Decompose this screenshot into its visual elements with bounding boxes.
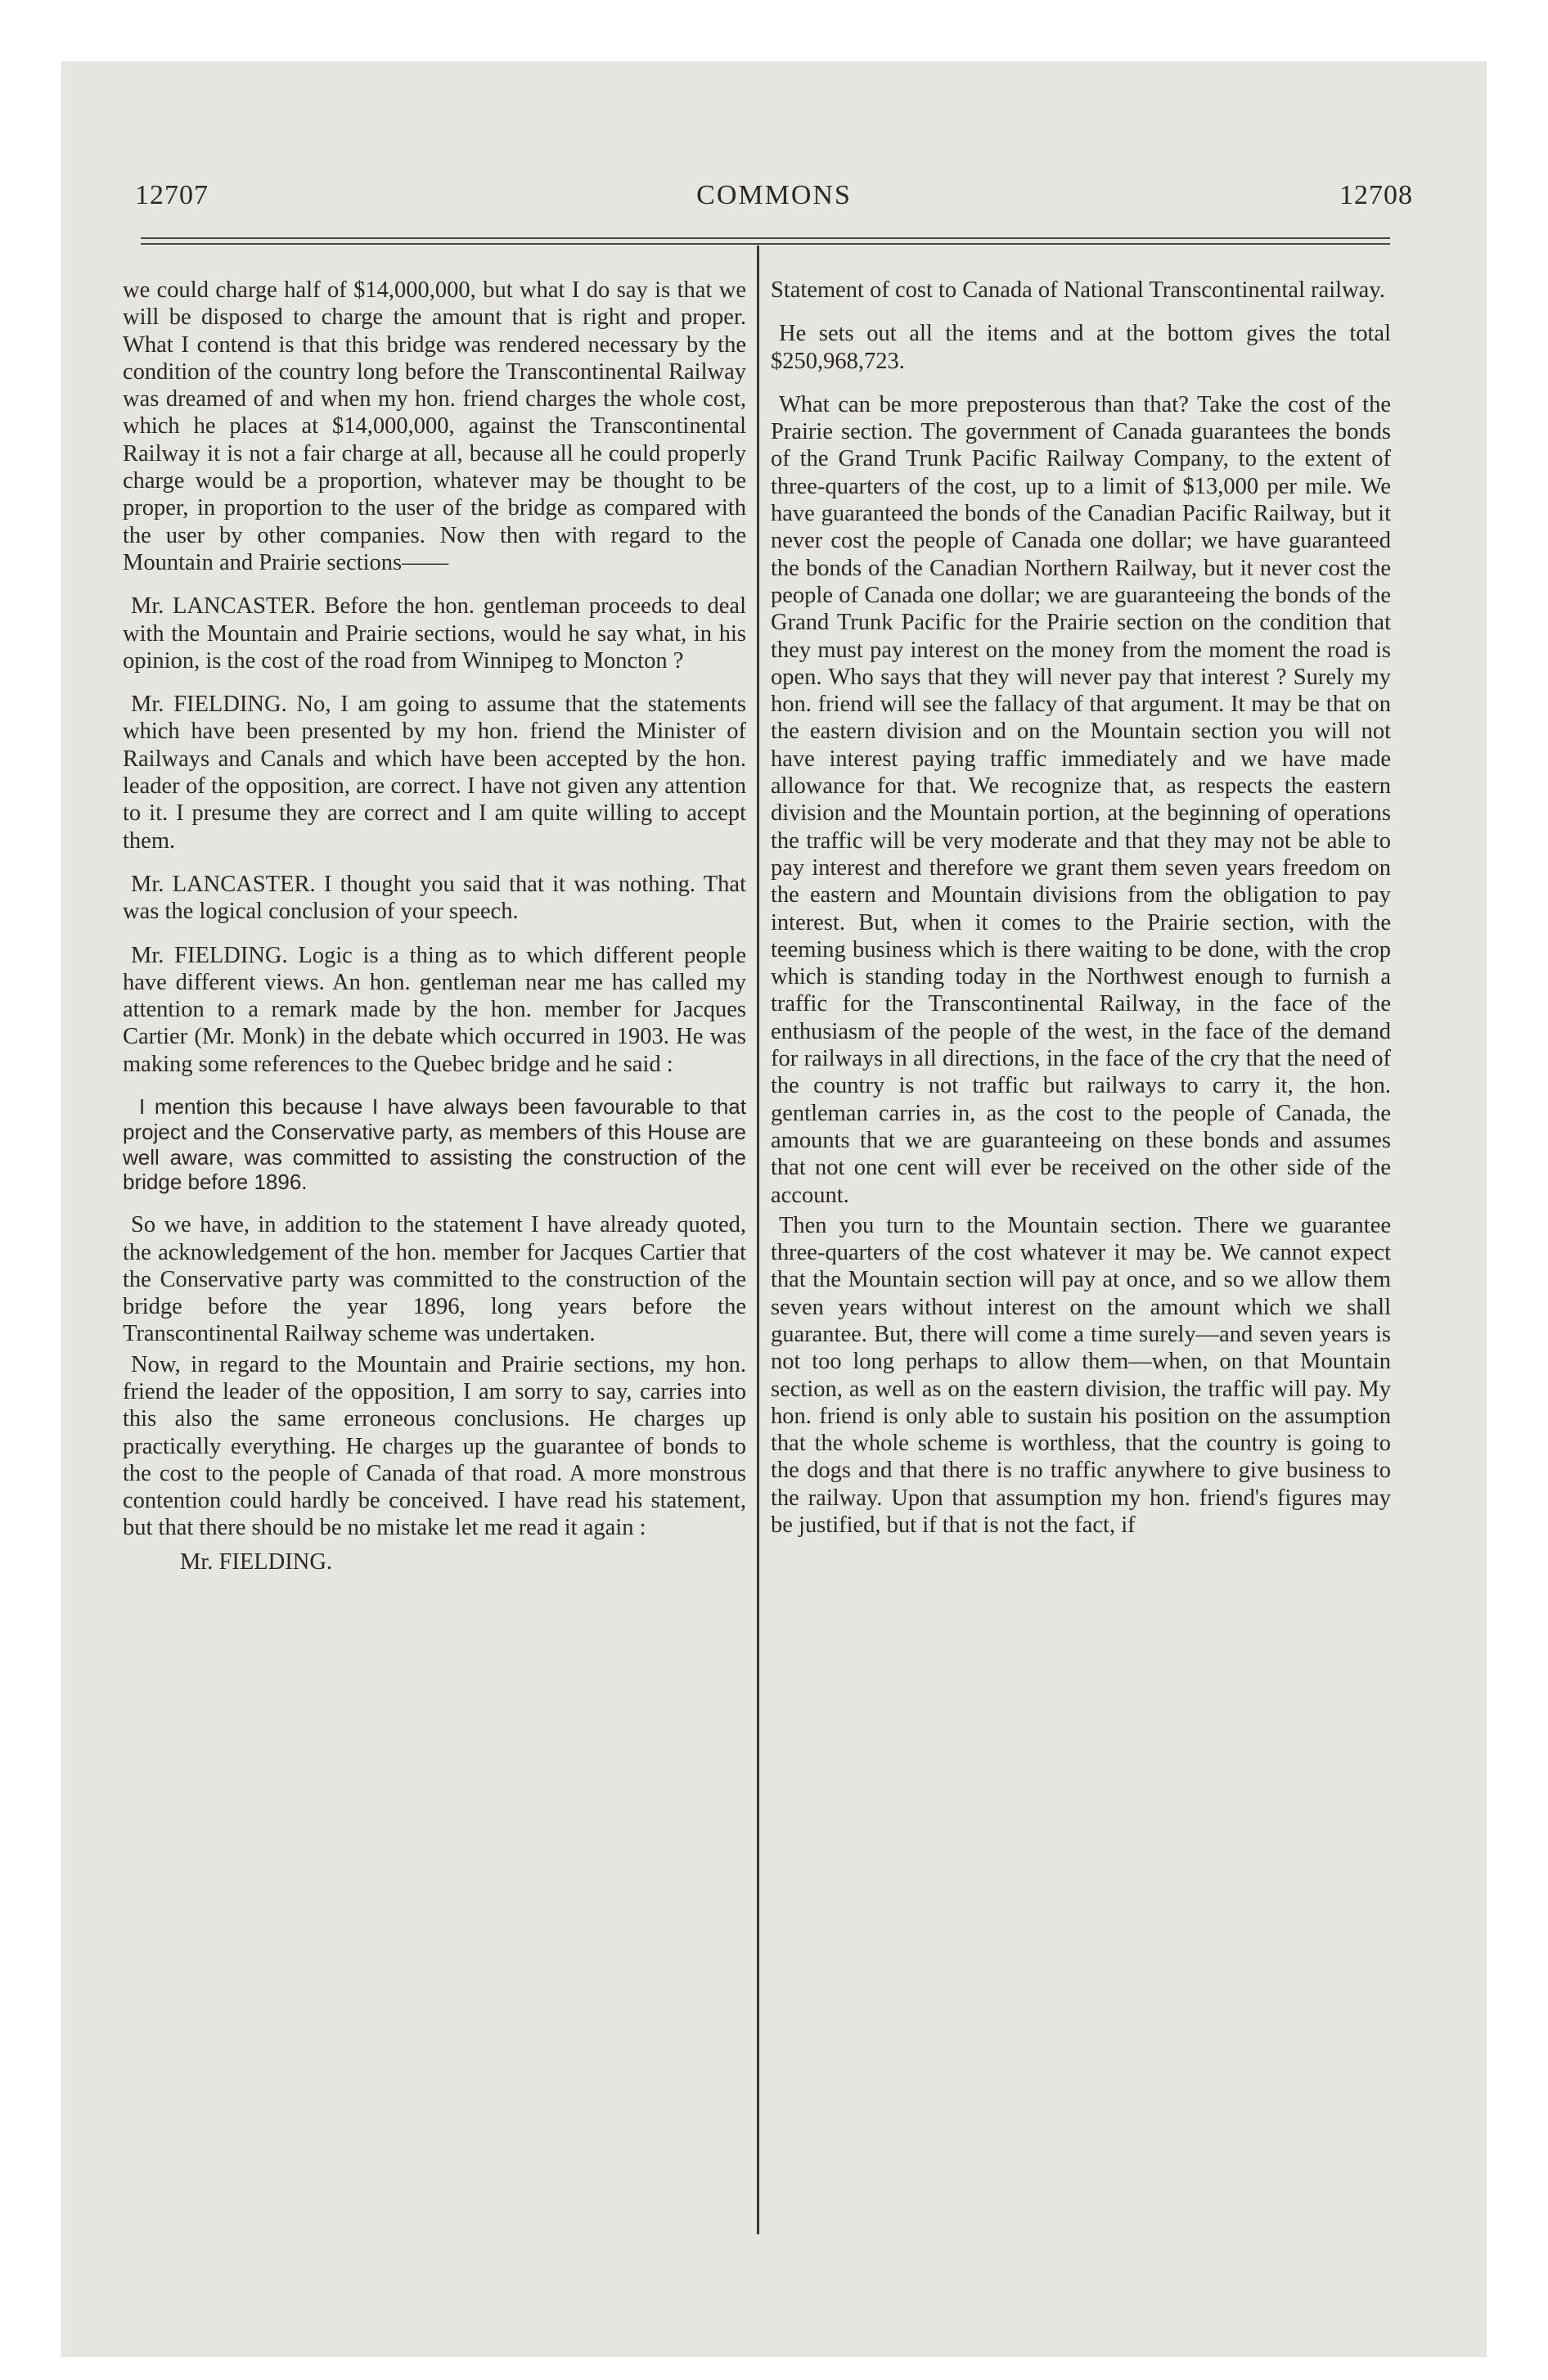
- speaker-footer: Mr. FIELDING.: [180, 1548, 333, 1575]
- paragraph: Now, in regard to the Mountain and Prairie sections, my hon. friend the leader of the opposition, I am sorry to say, carries into this also the same erroneous conclusions. He charges up practically everything. He charges up the guarantee of bonds to the cost to the people of Canada of that road. A more monstrous contention could hardly be conceived. I have read his statement, but that there should be no mistake let me read it again :: [123, 1351, 746, 1541]
- header-rule-top: [141, 237, 1390, 239]
- header-rule-bottom: [141, 243, 1390, 245]
- page-title: COMMONS: [696, 180, 852, 210]
- paragraph: He sets out all the items and at the bottom gives the total $250,968,723.: [771, 321, 1391, 374]
- paragraph: Mr. LANCASTER. Before the hon. gentleman proceeds to deal with the Mountain and Prairie sections, would he say what, in his opinion, is the cost of the road from Winnipeg to Moncton ?: [123, 593, 746, 674]
- paragraph: So we have, in addition to the statement I have already quoted, the acknowledgement of the hon. member for Jacques Cartier that the Conservative party was committed to the construction of the bridge before the year 1896, long years before the Transcontinental Railway scheme was undertaken.: [123, 1212, 746, 1347]
- paragraph: What can be more preposterous than that? Take the cost of the Prairie section. The government of Canada guarantees the bonds of the Grand Trunk Pacific Railway Company, to the extent of three-quarters of the cost, up to a limit of $13,000 per mile. We have guaranteed the bonds of the Canadian Pacific Railway, but it never cost the people of Canada one dollar; we have guaranteed the bonds of the Canadian Northern Railway, but it never cost the people of Canada one dollar; we are guaranteeing the bonds of the Grand Trunk Pacific for the Prairie section on the condition that they must pay interest on the money from the moment the road is open. Who says that they will never pay that interest ? Surely my hon. friend will see the fallacy of that argument. It may be that on the eastern division and on the Mountain section you will not have interest paying traffic immediately and we have made allowance for that. We recognize that, as respects the eastern division and the Mountain portion, at the beginning of operations the traffic will be very moderate and that they may not be able to pay interest and therefore we grant them seven years freedom on the eastern and Mountain divisions from the obligation to pay interest. But, when it comes to the Prairie section, with the teeming business which is there waiting to be done, with the crop which is standing today in the Northwest enough to furnish a traffic for the Transcontinental Railway, in the face of the enthusiasm of the people of the west, in the face of the demand for railways in all directions, in the face of the cry that the need of the country is not traffic but railways to carry it, the hon. gentleman carries in, as the cost to the people of Canada, the amounts that we are guaranteeing on these bonds and assumes that not one cent will ever be received on the other side of the account.: [771, 391, 1391, 1208]
- page-number-left: 12707: [135, 180, 209, 210]
- block-quote: I mention this because I have always been favourable to that project and the Conservative party, as members of this House are well aware, was committed to assisting the construction of the bridge before 1896.: [123, 1094, 746, 1195]
- paragraph: we could charge half of $14,000,000, but what I do say is that we will be disposed to charge the amount that is right and proper. What I contend is that this bridge was rendered necessary by the condition of the country long before the Transcontinental Railway was dreamed of and when my hon. friend charges the whole cost, which he places at $14,000,000, against the Transcontinental Railway it is not a fair charge at all, because all he could properly charge would be a proportion, whatever may be thought to be proper, in proportion to the user of the bridge as compared with the user by other companies. Now then with regard to the Mountain and Prairie sections——: [123, 277, 746, 575]
- paragraph: Mr. FIELDING. No, I am going to assume that the statements which have been presented by my hon. friend the Minister of Railways and Canals and which have been accepted by the hon. leader of the opposition, are correct. I have not given any attention to it. I presume they are correct and I am quite willing to accept them.: [123, 692, 746, 854]
- page-header: [135, 180, 1413, 213]
- right-column: [771, 277, 1391, 1542]
- paragraph: Mr. FIELDING. Logic is a thing as to which different people have different views. An hon. gentleman near me has called my attention to a remark made by the hon. member for Jacques Cartier (Mr. Monk) in the debate which occurred in 1903. He was making some references to the Quebec bridge and he said :: [123, 942, 746, 1077]
- paragraph: Statement of cost to Canada of National Transcontinental railway.: [771, 277, 1385, 303]
- left-column: [123, 277, 746, 1592]
- paragraph: Mr. LANCASTER. I thought you said that it was nothing. That was the logical conclusion of your speech.: [123, 871, 746, 925]
- page-number-right: 12708: [1339, 180, 1413, 210]
- paragraph: Then you turn to the Mountain section. There we guarantee three-quarters of the cost whatever it may be. We cannot expect that the Mountain section will pay at once, and so we allow them seven years without interest on the amount which we shall guarantee. But, there will come a time surely—and seven years is not too long perhaps to allow them—when, on that Mountain section, as well as on the eastern division, the traffic will pay. My hon. friend is only able to sustain his position on the assumption that the whole scheme is worthless, that the country is going to the dogs and that there is no traffic anywhere to give business to the railway. Upon that assumption my hon. friend's figures may be justified, but if that is not the fact, if: [771, 1212, 1391, 1539]
- column-divider: [757, 246, 759, 2234]
